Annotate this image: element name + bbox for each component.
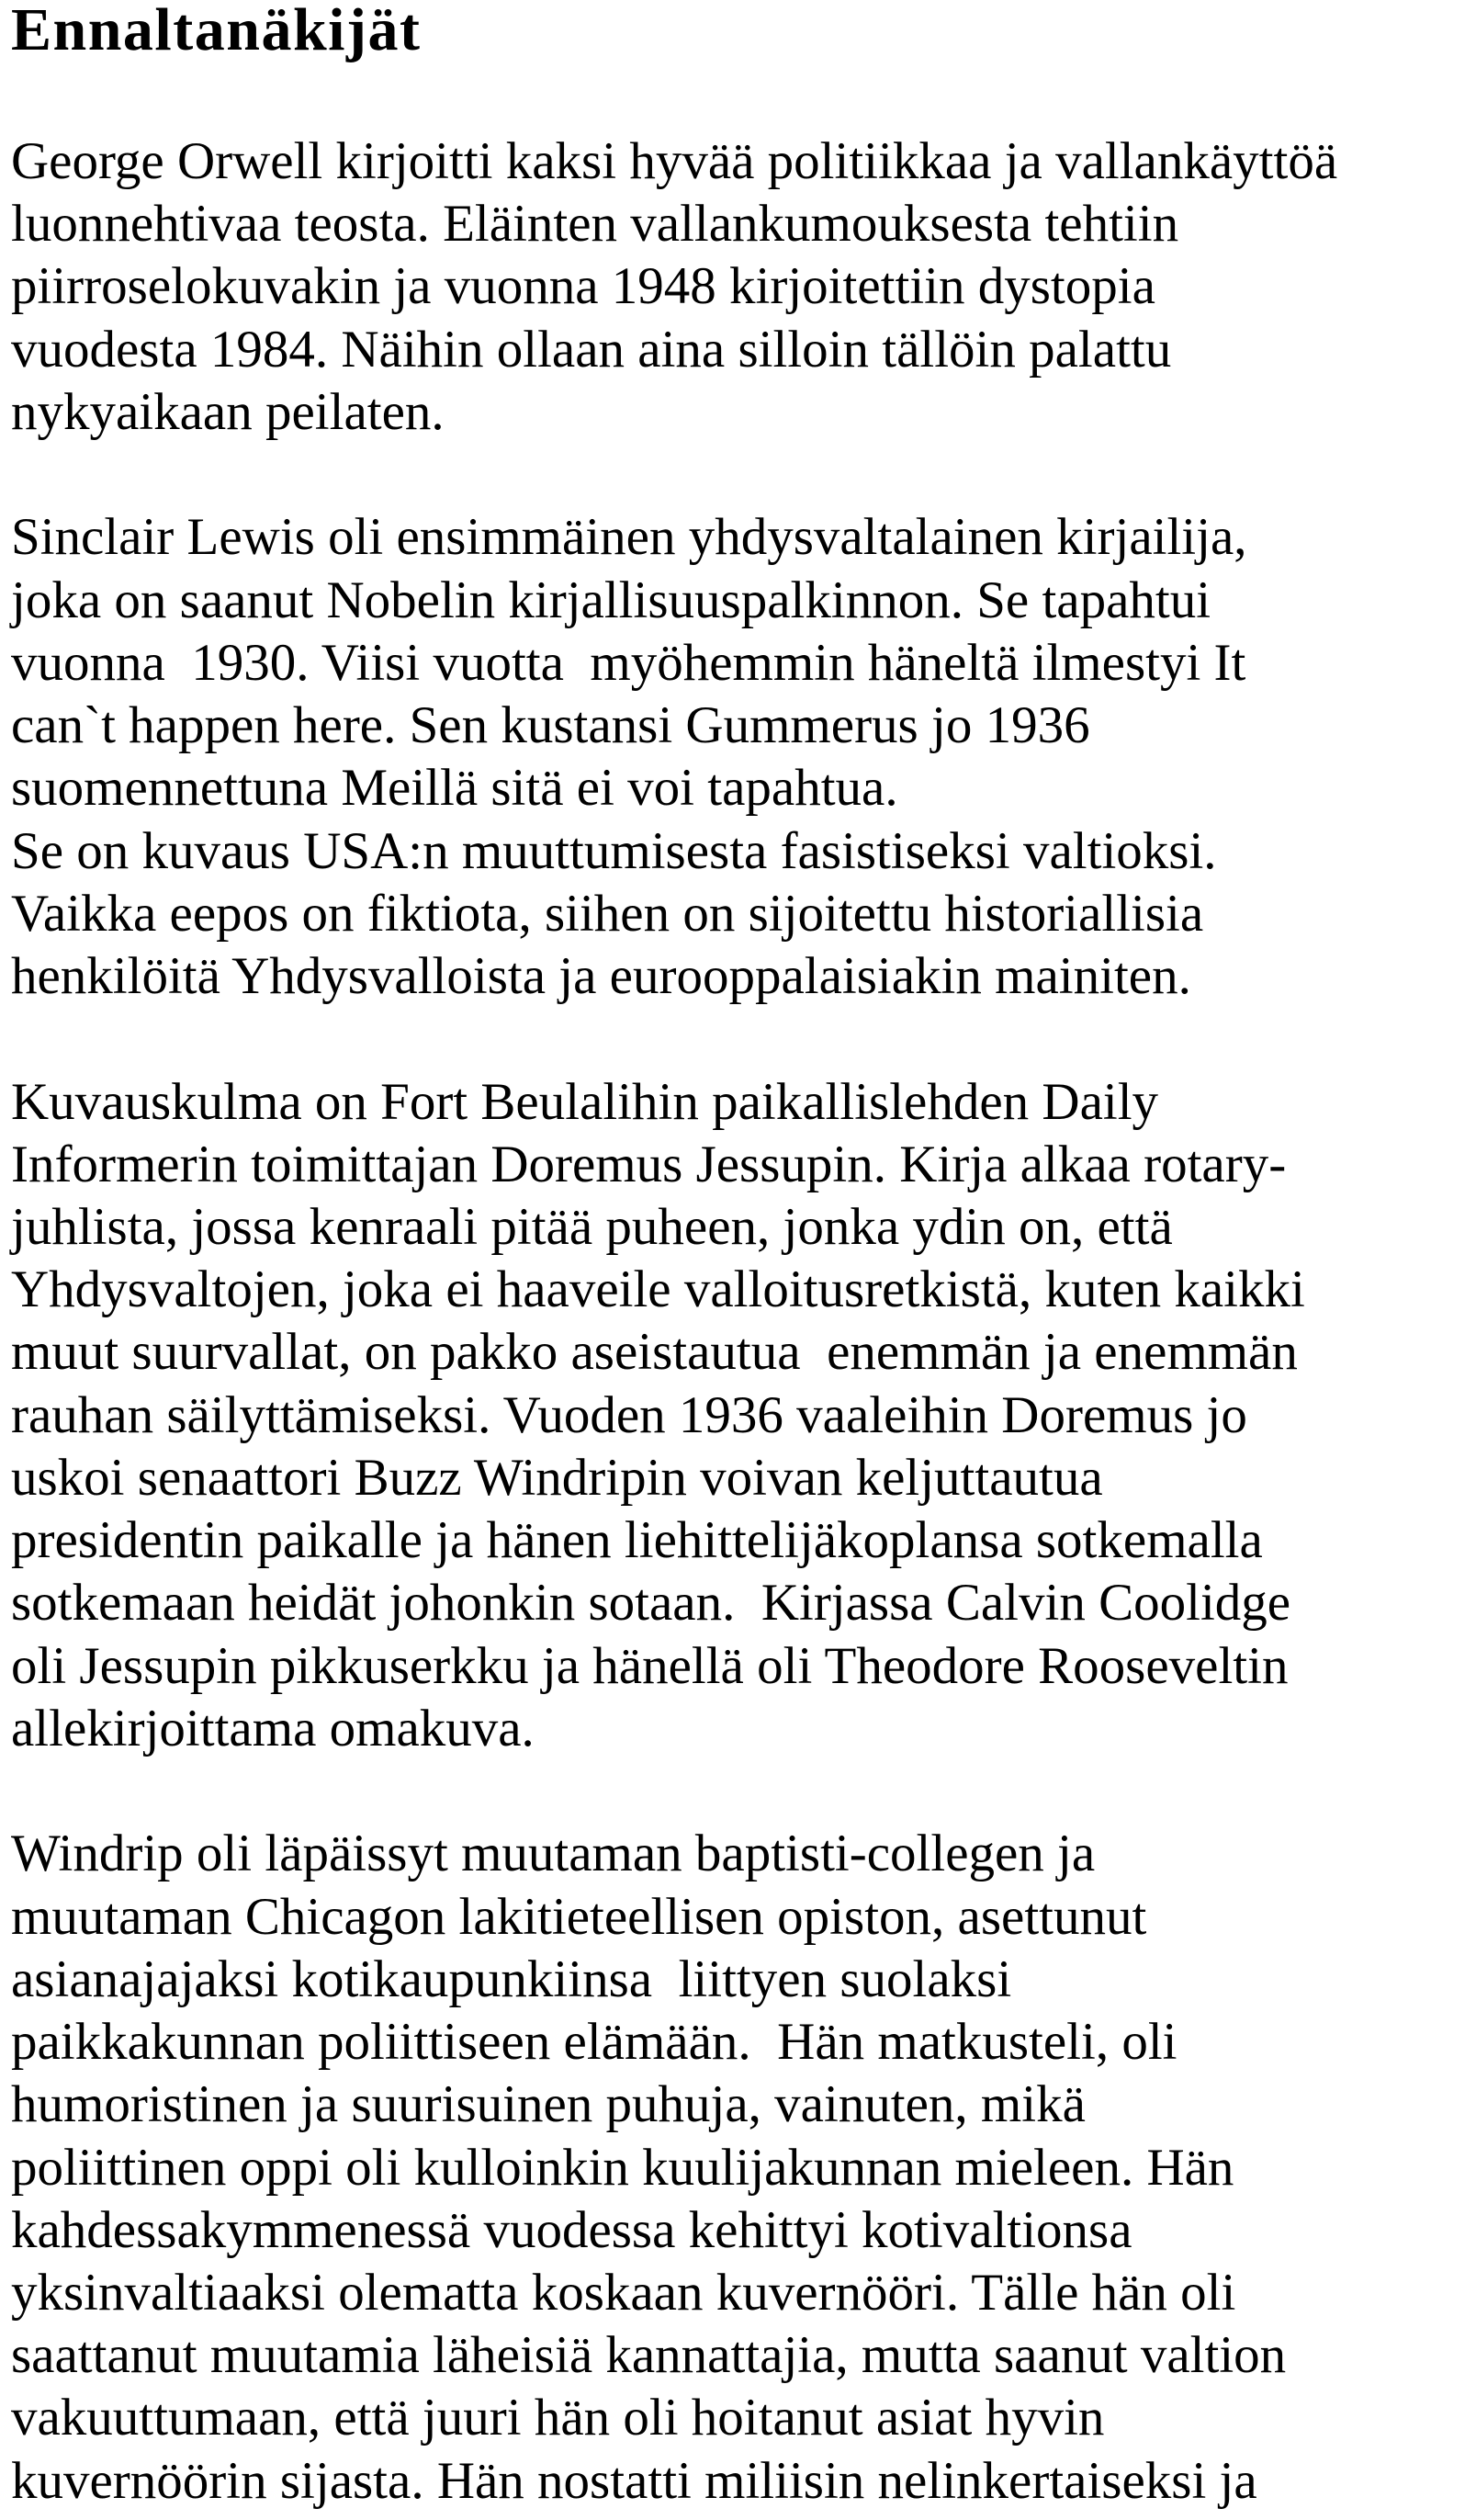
text-line: rauhan säilyttämiseksi. Vuoden 1936 vaaleihin Doremus jo [11, 1385, 1247, 1444]
text-line: vuodesta 1984. Näihin ollaan aina silloin tällöin palattu [11, 320, 1172, 379]
text-line: Informerin toimittajan Doremus Jessupin. Kirja alkaa rotary- [11, 1135, 1287, 1193]
text-line: muut suurvallat, on pakko aseistautua enemmän ja enemmän [11, 1323, 1298, 1382]
text-line: joka on saanut Nobelin kirjallisuuspalkinnon. Se tapahtui [11, 571, 1211, 629]
text-line: nykyaikaan peilaten. [11, 382, 445, 441]
paragraph-windrip [11, 1823, 1471, 2513]
text-line: oli Jessupin pikkuserkku ja hänellä oli Theodore Rooseveltin [11, 1636, 1289, 1695]
document-body [11, 130, 1471, 2513]
text-line: uskoi senaattori Buzz Windripin voivan keljuttautua [11, 1448, 1103, 1507]
text-line: kahdessakymmenessä vuodessa kehittyi kotivaltionsa [11, 2200, 1132, 2259]
text-line: sotkemaan heidät johonkin sotaan. Kirjassa Calvin Coolidge [11, 1574, 1291, 1633]
text-line: poliittinen oppi oli kulloinkin kuulijakunnan mieleen. Hän [11, 2138, 1234, 2197]
paragraph-kuvauskulma [11, 1071, 1471, 1761]
text-line: juhlista, jossa kenraali pitää puheen, jonka ydin on, että [11, 1197, 1173, 1256]
text-line: Vaikka eepos on fiktiota, siihen on sijoitettu historiallisia [11, 884, 1204, 943]
text-line: yksinvaltiaaksi olematta koskaan kuvernööri. Tälle hän oli [11, 2263, 1236, 2322]
paragraph-sinclair-lewis [11, 506, 1471, 1008]
document-title: Ennaltanäkijät [11, 0, 422, 63]
paragraph-orwell [11, 130, 1471, 444]
text-line: Sinclair Lewis oli ensimmäinen yhdysvaltalainen kirjailija, [11, 508, 1247, 567]
text-line: Kuvauskulma on Fort Beulalihin paikallislehden Daily [11, 1072, 1159, 1131]
text-line: allekirjoittama omakuva. [11, 1699, 535, 1757]
text-line: Se on kuvaus USA:n muuttumisesta fasistiseksi valtioksi. [11, 821, 1217, 880]
text-line: luonnehtivaa teosta. Eläinten vallankumouksesta tehtiin [11, 195, 1179, 254]
text-line: humoristinen ja suurisuinen puhuja, vainuten, mikä [11, 2075, 1086, 2134]
text-line: can`t happen here. Sen kustansi Gummerus jo 1936 [11, 696, 1090, 755]
text-line: kuvernöörin sijasta. Hän nostatti miliisin nelinkertaiseksi ja [11, 2451, 1257, 2510]
text-line: asianajajaksi kotikaupunkiinsa liittyen suolaksi [11, 1949, 1012, 2008]
text-line: George Orwell kirjoitti kaksi hyvää politiikkaa ja vallankäyttöä [11, 132, 1338, 190]
text-line: vuonna 1930. Viisi vuotta myöhemmin häneltä ilmestyi It [11, 633, 1246, 692]
text-line: henkilöitä Yhdysvalloista ja eurooppalaisiakin mainiten. [11, 947, 1191, 1006]
text-line: paikkakunnan poliittiseen elämään. Hän matkusteli, oli [11, 2013, 1177, 2072]
text-line: Windrip oli läpäissyt muutaman baptisti-collegen ja [11, 1825, 1096, 1883]
text-line: muutaman Chicagon lakitieteellisen opiston, asettunut [11, 1887, 1147, 1946]
text-line: presidentin paikalle ja hänen liehittelijäkoplansa sotkemalla [11, 1511, 1263, 1570]
text-line: piirroselokuvakin ja vuonna 1948 kirjoitettiin dystopia [11, 257, 1155, 316]
text-line: suomennettuna Meillä sitä ei voi tapahtua. [11, 759, 898, 818]
text-line: Yhdysvaltojen, joka ei haaveile valloitusretkistä, kuten kaikki [11, 1260, 1305, 1319]
text-line: vakuuttumaan, että juuri hän oli hoitanut asiat hyvin [11, 2389, 1105, 2447]
text-line: saattanut muutamia läheisiä kannattajia, mutta saanut valtion [11, 2326, 1287, 2385]
